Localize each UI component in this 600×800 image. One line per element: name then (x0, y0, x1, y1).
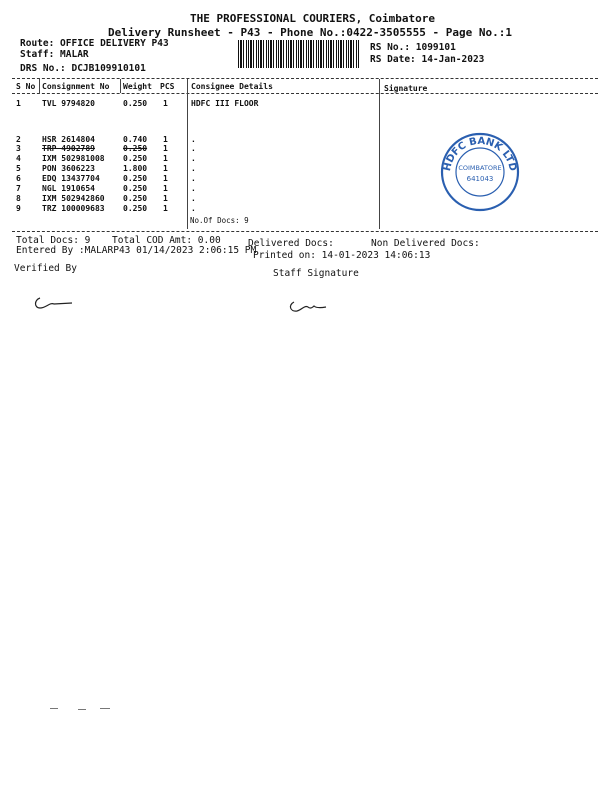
row-7-weight: 0.250 (123, 184, 148, 193)
row-8-sno: 8 (16, 194, 21, 203)
row-2-pcs: 1 (163, 135, 168, 144)
row-6-pcs: 1 (163, 174, 168, 183)
col-header-signature: Signature (384, 84, 428, 93)
entered-by: Entered By :MALARP43 01/14/2023 2:06:15 PM (16, 245, 257, 256)
row-4-weight: 0.250 (123, 154, 148, 163)
table-bottom-rule (12, 231, 598, 232)
row-1-details: HDFC III FLOOR (191, 99, 259, 108)
row-3-pcs: 1 (163, 144, 168, 153)
no-of-docs: No.Of Docs: 9 (190, 216, 249, 225)
company-title: THE PROFESSIONAL COURIERS, Coimbatore (190, 12, 436, 25)
row-8-consignment: IXM 502942860 (42, 194, 105, 203)
row-7-pcs: 1 (163, 184, 168, 193)
row-5-pcs: 1 (163, 164, 168, 173)
row-4-pcs: 1 (163, 154, 168, 163)
row-9-weight: 0.250 (123, 204, 148, 213)
verified-signature-scribble (32, 292, 76, 314)
row-3-consignment: TRP 4902789 (42, 144, 95, 153)
row-7-consignment: NGL 1910654 (42, 184, 95, 193)
row-5-sno: 5 (16, 164, 21, 173)
row-8-weight: 0.250 (123, 194, 148, 203)
row-6-consignment: EDQ 13437704 (42, 174, 100, 183)
staff-signature-scribble (288, 296, 332, 318)
row-9-details: . (191, 204, 196, 213)
col-header-consignment: Consignment No (42, 82, 110, 91)
staff-label: Staff: MALAR (20, 49, 89, 60)
printed-on: Printed on: 14-01-2023 14:06:13 (253, 250, 431, 261)
row-1-consignment: TVL 9794820 (42, 99, 95, 108)
row-1-weight: 0.250 (123, 99, 148, 108)
row-6-weight: 0.250 (123, 174, 148, 183)
row-8-details: . (191, 194, 196, 203)
rs-date: RS Date: 14-Jan-2023 (370, 54, 485, 65)
col-header-pcs: PCS (160, 82, 175, 91)
col-divider (187, 79, 188, 229)
staff-signature-label: Staff Signature (273, 268, 359, 279)
row-9-pcs: 1 (163, 204, 168, 213)
col-divider (379, 79, 380, 229)
row-6-details: . (191, 174, 196, 183)
total-docs: Total Docs: 9 (16, 235, 91, 246)
row-3-weight: 0.250 (123, 144, 148, 153)
stamp-code-text: 641043 (466, 175, 494, 183)
col-header-weight: Weight (123, 82, 152, 91)
row-2-weight: 0.740 (123, 135, 148, 144)
row-3-sno: 3 (16, 144, 21, 153)
row-7-sno: 7 (16, 184, 21, 193)
row-2-consignment: HSR 2614804 (42, 135, 95, 144)
stamp-bank-text: HDFC BANK LTD (442, 135, 518, 173)
col-divider (39, 79, 40, 93)
table-header-rule (12, 93, 598, 94)
col-header-sno: S No (16, 82, 36, 91)
runsheet-subtitle: Delivery Runsheet - P43 - Phone No.:0422-3505555 - Page No.:1 (108, 26, 512, 39)
row-1-pcs: 1 (163, 99, 168, 108)
row-4-sno: 4 (16, 154, 21, 163)
row-4-consignment: IXM 502981008 (42, 154, 105, 163)
route-label: Route: OFFICE DELIVERY P43 (20, 38, 169, 49)
delivered-docs: Delivered Docs: (248, 238, 334, 249)
col-header-consignee: Consignee Details (191, 82, 273, 91)
row-2-details: . (191, 135, 196, 144)
row-9-sno: 9 (16, 204, 21, 213)
row-7-details: . (191, 184, 196, 193)
hdfc-bank-stamp (438, 130, 522, 214)
row-5-weight: 1.800 (123, 164, 148, 173)
row-1-sno: 1 (16, 99, 21, 108)
row-3-details: . (191, 144, 196, 153)
barcode-image (238, 40, 360, 68)
stamp-city-text: COIMBATORE (458, 164, 502, 172)
row-5-details: . (191, 164, 196, 173)
row-2-sno: 2 (16, 135, 21, 144)
table-top-rule (12, 78, 598, 79)
row-8-pcs: 1 (163, 194, 168, 203)
drs-number: DRS No.: DCJB109910101 (20, 63, 146, 74)
faint-mark (50, 708, 58, 709)
total-cod-amt: Total COD Amt: 0.00 (112, 235, 221, 246)
row-5-consignment: PON 3606223 (42, 164, 95, 173)
row-4-details: . (191, 154, 196, 163)
verified-by-label: Verified By (14, 263, 77, 274)
faint-mark (100, 708, 110, 709)
row-6-sno: 6 (16, 174, 21, 183)
faint-mark (78, 709, 86, 710)
rs-number: RS No.: 1099101 (370, 42, 456, 53)
non-delivered-docs: Non Delivered Docs: (371, 238, 480, 249)
row-9-consignment: TRZ 100009683 (42, 204, 105, 213)
col-divider (120, 79, 121, 93)
